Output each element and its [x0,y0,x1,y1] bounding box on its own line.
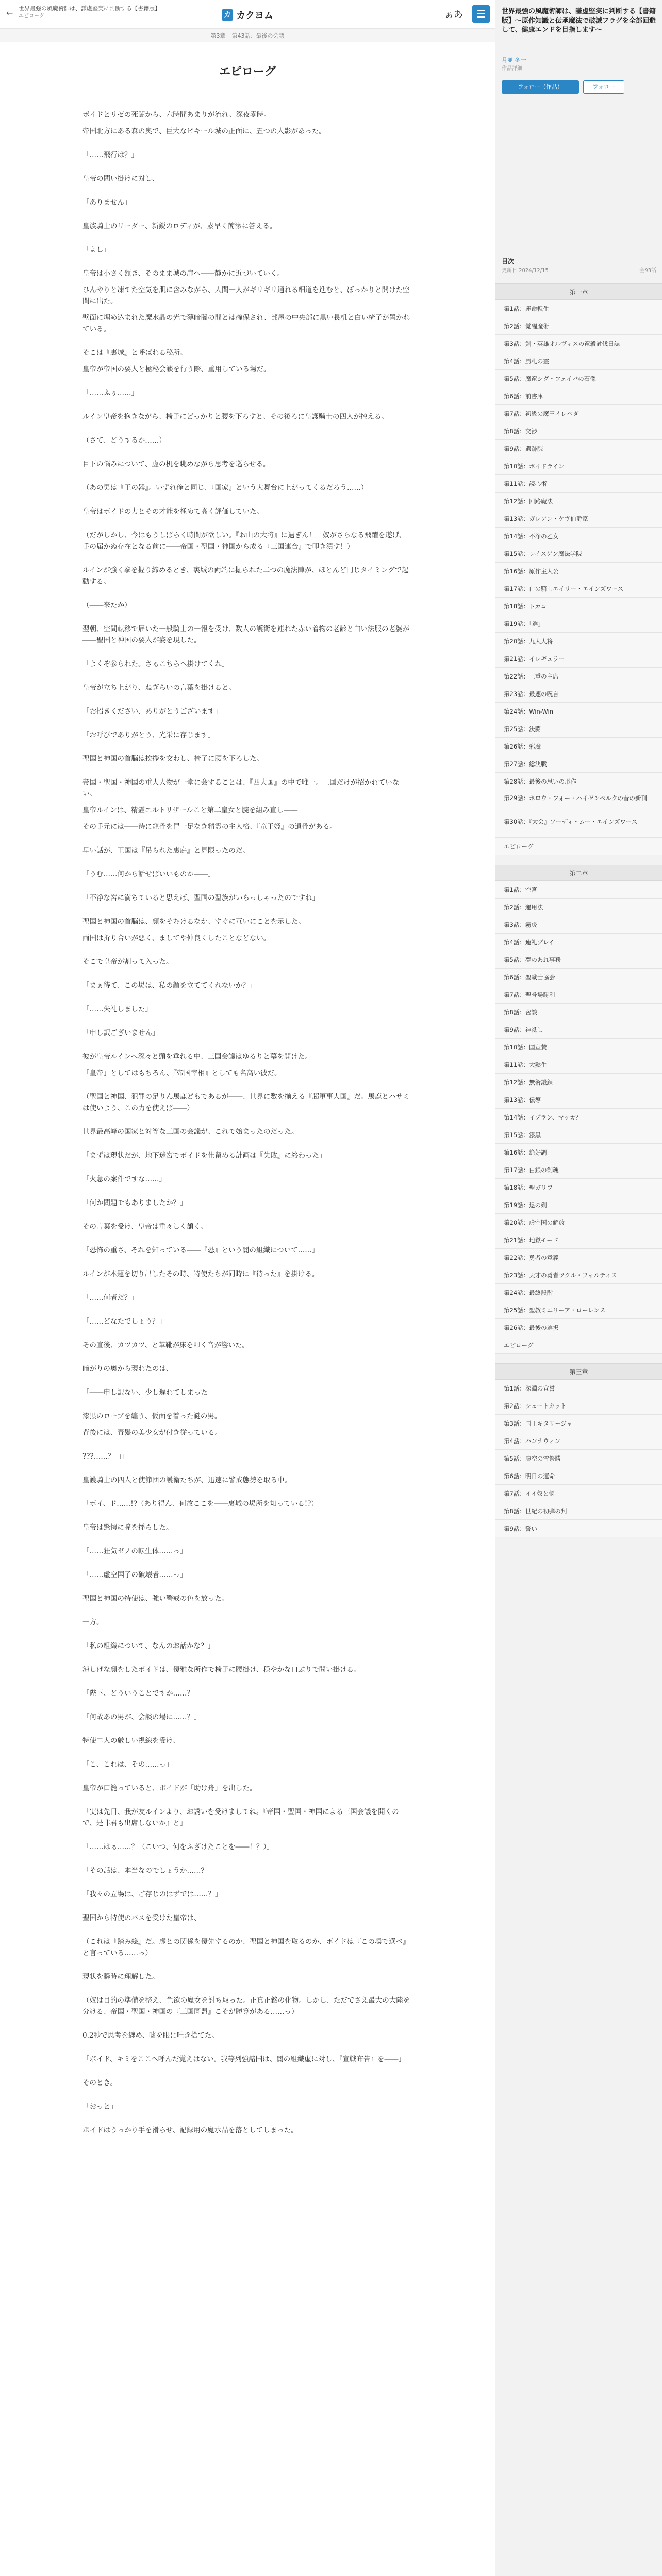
body-paragraph: 皇帝の問い掛けに対し、 [82,175,159,183]
body-paragraph: 0.2秒で思考を纏め、嘘を眼に吐き捨てた。 [82,2031,219,2040]
body-paragraph [82,1084,412,1091]
toc-heading: 目次 [502,258,515,265]
body-paragraph [82,616,412,623]
body-paragraph [82,996,412,1004]
body-paragraph [82,651,412,658]
body-paragraph: 「恐怖の重さ、それを知っている――『恐』という闇の組織について……」 [82,1246,319,1255]
toc-episode-link[interactable]: 第18話：トカコ [495,598,662,615]
body-paragraph [82,909,412,916]
body-paragraph [82,1609,412,1617]
body-paragraph: 「……ふぅ……」 [82,389,138,397]
body-paragraph: 目下の悩みについて、虚の机を眺めながら思考を巡らせる。 [82,460,270,468]
toc-count: 全93話 [639,268,656,274]
body-paragraph [82,1905,412,1912]
body-paragraph: 聖国と神国の首脳は、顔をそむけるなか、すぐに互いにことを示した。 [82,918,305,926]
body-paragraph: 一方。 [82,1618,104,1626]
body-paragraph [82,2094,412,2101]
arrow-left-icon[interactable]: ← [6,8,13,18]
body-paragraph [82,1044,412,1051]
toc-episode-link[interactable]: 第27話：総決戦 [495,755,662,773]
body-paragraph: （奴は目的の準備を整え、色欲の魔女を討ち取った。正真正銘の化物。しかし、ただでさえ最大の大陸を分ける、帝国・聖国・神国の『三国同盟』こそが勝算がある……っ） [82,1996,410,2016]
toc-gap [495,1354,662,1363]
toc-episode-link[interactable]: 第11話：読心術 [495,475,662,493]
body-paragraph [82,451,412,459]
body-paragraph: 「ありません」 [82,198,131,207]
toc-episode-link[interactable]: エピローグ [495,838,662,855]
body-paragraph [82,722,412,730]
body-paragraph: 「うむ……何から話せばいいものか――」 [82,870,215,878]
toc-episode-link[interactable]: 第26話：邪魔 [495,738,662,755]
toc-episode-link[interactable]: 第13話：伝導 [495,1091,662,1109]
toc-episode-link[interactable]: 第6話：前書庫 [495,387,662,405]
reading-area [0,42,495,2576]
toc-episode-link[interactable]: 第22話：勇者の意義 [495,1249,662,1266]
body-paragraph: ボイドとリゼの死闘から、六時間あまりが流れ、深夜零時。 [82,111,271,119]
toc-episode-link[interactable]: 第8話：交渉 [495,422,662,440]
site-logo[interactable] [222,8,273,22]
body-paragraph [82,1515,412,1522]
toc-episode-link[interactable]: 第1話：運命転生 [495,300,662,317]
body-paragraph: 「皇帝」としてはもちろん、『帝国宰相』としても名高い彼だ。 [82,1069,282,1077]
body-paragraph: 「よくぞ参られた。さぁこちらへ掛けてくれ」 [82,660,229,668]
body-paragraph [82,885,412,892]
body-paragraph [82,1538,412,1546]
body-paragraph [82,1166,412,1174]
body-paragraph [82,973,412,980]
body-paragraph: 「私の組織について、なんのお話かな？」 [82,1642,214,1650]
body-paragraph [82,1309,412,1316]
toc-episode-link[interactable]: 第3話：剣・英雄オルヴィスの竜殺討伐日誌 [495,335,662,352]
toc-episode-link[interactable]: 第23話：最速の呪言 [495,685,662,703]
body-paragraph [82,1214,412,1221]
toc-episode-link[interactable]: 第5話：魔竜シグ・フェイバの石像 [495,370,662,387]
body-paragraph: 「実は先日、我が友ルインより、お誘いを受けましてね。『帝国・聖国・神国による三国会議を開くので、是非君も出席しないか』と」 [82,1808,399,1827]
body-paragraph: 背後には、青髪の美少女が付き従っている。 [82,1429,222,1437]
body-paragraph: 「お招きください、ありがとうございます」 [82,707,222,716]
body-paragraph: 「……虚空国子の破壊者……っ」 [82,1571,187,1579]
toc-episode-link[interactable]: 第2話：運用法 [495,899,662,916]
body-paragraph [82,2070,412,2077]
toc-episode-link[interactable]: 第3話：霧炎 [495,916,662,934]
body-paragraph [82,949,412,956]
sidebar-author[interactable]: 月並 冬一 [502,57,526,63]
toc-episode-link[interactable]: 第19話：退の剣 [495,1196,662,1214]
body-paragraph [82,261,412,268]
toc-gap [495,855,662,865]
body-paragraph [82,340,412,347]
body-paragraph: 「おっと」 [82,2103,118,2111]
body-paragraph: 「こ、これは、その……っ」 [82,1760,173,1769]
toc-episode-link[interactable]: 第17話：白銀の剣魂 [495,1161,662,1179]
toc-episode-link[interactable]: 第24話：最終段階 [495,1284,662,1301]
episode-title: エピローグ [219,65,276,78]
body-paragraph [82,1467,412,1475]
episode-subheader [0,29,495,42]
body-paragraph [82,475,412,482]
subhead-episode: 第43話：最後の会議 [231,32,285,39]
body-paragraph: 現状を瞬時に理解した。 [82,1973,159,1981]
body-paragraph: 漆黒のローブを纏う、仮面を着った謎の男。 [82,1412,222,1420]
body-paragraph: （だがしかし、今はもうしばらく時間が欲しい。『お山の大将』に過ぎん！ 奴がさらなる飛躍を遂げ、手の届かぬ存在となる前に――帝国・聖国・神国から成る『三国連合』で叩き潰す！） [82,531,406,551]
toc-episode-link[interactable]: 第25話：決闘 [495,720,662,738]
toc-episode-link[interactable]: 第8話：世紀の初弾の判 [495,1502,662,1520]
toc-chapter-heading[interactable]: 第一章 [495,283,662,300]
body-paragraph [82,1834,412,1841]
body-paragraph: 壁面に埋め込まれた魔水晶の光で薄暗闇の間とは確保され、部屋の中央部に黒い長机と白い椅子が置かれている。 [82,314,410,333]
body-paragraph: 皇帝は驚愕に瞳を揺らした。 [82,1523,173,1532]
body-paragraph: 皇帝が帝国の要人と極秘会談を行う際、重用している場だ。 [82,365,271,374]
hamburger-icon [477,10,485,11]
toc-episode-link[interactable]: 第3話：国王キタリージャ [495,1415,662,1432]
table-of-contents [495,283,662,1537]
body-paragraph [82,770,412,777]
body-paragraph [82,213,412,221]
follow-author-button[interactable]: フォロー [583,80,624,94]
body-paragraph [82,1020,412,1027]
body-paragraph: 「我々の立場は、ご存じのはずでは……？」 [82,1890,222,1899]
body-paragraph [82,522,412,530]
body-paragraph: 「……失礼しました」 [82,1005,152,1013]
body-paragraph [82,838,412,845]
body-paragraph: その直後、カツカツ、と革靴が床を叩く音が響いた。 [82,1341,250,1349]
body-paragraph: （――来たか） [82,601,131,609]
font-size-button[interactable]: ぁあ [444,9,463,20]
body-paragraph [82,2117,412,2125]
toc-episode-link[interactable]: 第2話：覚醒魔術 [495,317,662,335]
body-paragraph: ひんやりと凍てた空気を肌に含みながら、人間一人がギリギリ通れる細道を進むと、ぼっかりと開けた空間に出た。 [82,286,410,306]
hamburger-icon [477,16,485,18]
body-paragraph: 皇帝はボイドの力とその才能を極めて高く評価していた。 [82,507,263,516]
toc-episode-link[interactable]: 第20話：九大大将 [495,633,662,650]
toc-episode-link[interactable]: 第4話：風札の霊 [495,352,662,370]
toc-episode-link[interactable]: 第15話：漆黒 [495,1126,662,1144]
sidebar-work-title[interactable]: 世界最強の風魔術師は、謙虚堅実に判断する【書籍版】〜原作知識と伝承魔法で破滅フラグを全部回避して、健康エンドを目指します〜 [502,8,656,34]
toc-episode-link[interactable]: 第7話：イイ奴と悩 [495,1485,662,1502]
toc-episode-link[interactable]: 第8話：密談 [495,1004,662,1021]
toc-episode-link[interactable]: 第9話：誓い [495,1520,662,1537]
subhead-chapter[interactable]: 第3章 [210,32,226,39]
follow-work-button[interactable]: フォロー（作品） [502,80,579,94]
body-paragraph: 早い話が、王国は『吊られた裏庭』と見限ったのだ。 [82,846,250,855]
toc-episode-link[interactable]: 第1話：深淵の宣誓 [495,1380,662,1397]
body-paragraph [82,1356,412,1363]
body-paragraph [82,1858,412,1865]
body-paragraph [82,1586,412,1593]
body-paragraph [82,1657,412,1664]
body-paragraph [82,1775,412,1783]
body-paragraph: 両国は折り合いが悪く、ましてや仲良くしたことなどない。 [82,934,271,942]
toc-episode-link[interactable]: エピローグ [495,1336,662,1354]
toc-episode-link[interactable]: 第11話：大黙生 [495,1056,662,1074]
body-paragraph: 「……どなたでしょう？」 [82,1317,166,1326]
body-paragraph: 特使二人の厳しい視線を受け、 [82,1737,180,1745]
body-paragraph: 「……はぁ……？（こいつ、何をふざけたことを――！？）」 [82,1843,274,1851]
body-paragraph: （さて、どうするか……） [82,436,166,445]
toc-chapter-heading[interactable]: 第三章 [495,1363,662,1380]
toc-episode-link[interactable]: 第19話：「選」 [495,615,662,633]
toc-meta [502,266,656,274]
body-paragraph [82,2023,412,2030]
body-paragraph [82,142,412,149]
body-paragraph: 「……何者だ？」 [82,1294,138,1302]
toc-episode-link[interactable]: 第14話：不浄の乙女 [495,528,662,545]
toc-episode-link[interactable]: 第18話：聖ガリフ [495,1179,662,1196]
sidebar [495,0,662,2576]
body-paragraph: 聖国と神国の特使は、強い警戒の色を放った。 [82,1595,229,1603]
body-paragraph: そのとき。 [82,2079,117,2087]
body-paragraph [82,1119,412,1126]
body-paragraph: 「まぁ待て、この場は、私の顔を立ててくれないか？」 [82,981,257,990]
body-paragraph [82,699,412,706]
toc-episode-link[interactable]: 第5話：虚空の雪祭勝 [495,1450,662,1467]
body-paragraph [82,1799,412,1806]
body-paragraph [82,404,412,411]
body-paragraph: （聖国と神国、犯罪の足りん馬鹿どもであるが――、世界に数を揃える『超軍事大国』だ。馬鹿とハサミは使いよう、この力を使えば――） [82,1093,410,1112]
toc-episode-link[interactable]: 第12話：無術鍛錬 [495,1074,662,1091]
toc-episode-link[interactable]: 第12話：回路魔法 [495,493,662,510]
toc-episode-link[interactable]: 第16話：絶好調 [495,1144,662,1161]
menu-button[interactable] [472,5,490,23]
body-paragraph [82,1988,412,1995]
body-paragraph: 「――申し訳ない、少し遅れてしまった」 [82,1388,215,1397]
toc-episode-link[interactable]: 第22話：三重の主席 [495,668,662,685]
body-paragraph: 「その話は、本当なのでしょうか……？」 [82,1867,215,1875]
body-paragraph [82,1752,412,1759]
body-paragraph: 皇帝は小さく頷き、そのまま城の扉へ――静かに近づいていく。 [82,269,284,278]
toc-episode-link[interactable]: 第30話：『大会』ソーディ・ムー・エインズワース [495,814,662,838]
toc-episode-link[interactable]: 第4話：連礼プレイ [495,934,662,951]
breadcrumb[interactable] [19,5,214,20]
body-paragraph [82,592,412,600]
body-paragraph [82,861,412,869]
hamburger-icon [477,13,485,14]
toc-episode-link[interactable]: 第9話：神祗し [495,1021,662,1039]
body-paragraph: 「陛下、どういうことですか……？」 [82,1689,201,1698]
body-paragraph: 世界最高峰の国家と対等な三国の会議が、これで始まったのだった。 [82,1128,299,1136]
body-paragraph [82,499,412,506]
body-paragraph [82,1681,412,1688]
body-paragraph: ルインが強く拳を握り締めるとき、裏城の両端に掘られた二つの魔法陣が、ほとんど同じタイミングで起動する。 [82,566,409,586]
body-paragraph: ルインが本題を切り出したその時、特使たちが同時に『待った』を掛ける。 [82,1270,319,1278]
body-paragraph: 「不浄な宮に満ちていると思えば、聖国の聖族がいらっしゃったのですね」 [82,894,319,902]
breadcrumb-work-title[interactable]: 世界最強の風魔術師は、謙虚堅実に判断する【書籍版】 [19,5,160,12]
body-paragraph: その手元には――待に龍骨を冒一足なき精霊の主人格、『竜王姫』の遺骨がある。 [82,823,337,831]
logo-icon: カ [222,9,233,21]
body-paragraph [82,1380,412,1387]
sidebar-author-sub[interactable]: 作品詳細 [502,66,522,72]
body-paragraph [82,1633,412,1640]
body-paragraph: 「火急の案件ですな……」 [82,1175,166,1183]
toc-episode-link[interactable]: 第23話：天才の勇者ツクル・フォルティス [495,1266,662,1284]
body-paragraph [82,1444,412,1451]
body-paragraph: ボイドはうっかり手を滑らせ、記録用の魔水晶を落としてしまった。 [82,2126,298,2134]
body-paragraph [82,166,412,173]
body-paragraph: 「まずは現状だが、地下迷宮でボイドを仕留める計画は『失敗』に終わった」 [82,1151,326,1160]
toc-episode-link[interactable]: 第6話：聖戦士協会 [495,969,662,986]
body-paragraph: そこは『裏城』と呼ばれる秘所。 [82,349,187,357]
toc-episode-link[interactable]: 第2話：シェートカット [495,1397,662,1415]
toc-episode-link[interactable]: 第21話：地獄モード [495,1231,662,1249]
toc-episode-link[interactable]: 第26話：最後の選択 [495,1319,662,1336]
toc-episode-link[interactable]: 第20話：虚空国の解放 [495,1214,662,1231]
body-paragraph [82,1929,412,1936]
body-paragraph [82,380,412,387]
body-paragraph: 聖国と神国の首脳は挨拶を交わし、椅子に腰を下ろした。 [82,755,263,763]
toc-episode-link[interactable]: 第9話：遺跡院 [495,440,662,457]
body-paragraph [82,1882,412,1889]
toc-episode-link[interactable]: 第7話：初級の魔王イレベダ [495,405,662,422]
body-paragraph: （これは『踏み絵』だ。虚との関係を優先するのか、聖国と神国を取るのか、ボイドは『この場で選べ』と言っている……っ） [82,1938,410,1957]
body-paragraph [82,237,412,244]
body-paragraph: 皇帝が口籠っていると、ボイドが「助け舟」を出した。 [82,1784,257,1792]
body-paragraph [82,1261,412,1268]
body-paragraph [82,1285,412,1292]
toc-episode-link[interactable]: 第17話：白の騎士エイリー・エインズワース [495,580,662,598]
toc-episode-link[interactable]: 第15話：レイスゲン魔法学院 [495,545,662,563]
body-paragraph [82,1704,412,1711]
toc-episode-link[interactable]: 第21話：イレギュラー [495,650,662,668]
body-paragraph: 皇族騎士のリーダー、新鋭のロディが、素早く簡潔に答える。 [82,222,277,230]
body-paragraph: 翌朝、空間転移で届いた一般騎士の一報を受け、数人の護衛を連れた赤い着物の老齢と白い法服の老婆が――聖国と神国の要人が姿を現した。 [82,625,409,645]
body-paragraph: そこで皇帝が割って入った。 [82,958,173,966]
toc-episode-link[interactable]: 第29話：ホロウ・フォー・ハイゼンベルクの昔の新刊 [495,790,662,814]
toc-episode-link[interactable]: 第7話：聖誉場勝利 [495,986,662,1004]
body-paragraph: 「何か問題でもありましたか？」 [82,1199,187,1207]
body-paragraph: 「よし」 [82,246,110,254]
body-paragraph: ルイン皇帝を抱きながら、椅子にどっかりと腰を下ろすと、その後ろに皇護騎士の四人が控える。 [82,413,389,421]
body-paragraph [82,1403,412,1411]
toc-episode-link[interactable]: 第5話：夢のあれ事務 [495,951,662,969]
breadcrumb-episode: エピローグ [19,13,44,19]
body-paragraph [82,1190,412,1197]
body-paragraph [82,1964,412,1971]
toc-episode-link[interactable]: 第14話：イプラン、マッカ？ [495,1109,662,1126]
body-paragraph: 「ボイド、キミをここへ呼んだ覚えはない。我等列強諸国は、闇の組織虚に対し、『宣戦布告』を――」 [82,2055,405,2063]
body-paragraph: 帝国北方にある森の奥で、巨大なビキール城の正面に、五つの人影があった。 [82,127,326,135]
body-paragraph [82,746,412,753]
body-paragraph: 「……狂気ゼノの転生体……っ」 [82,1547,187,1555]
logo-text: カクヨム [236,10,273,21]
body-paragraph: 皇帝が立ち上がり、ねぎらいの言葉を掛けると。 [82,684,236,692]
toc-updated: 更新日 2024/12/15 [502,268,549,274]
toc-episode-link[interactable]: 第4話：ハンナウィン [495,1432,662,1450]
body-paragraph: 暗がりの奥から現れたのは、 [82,1365,173,1373]
body-paragraph [82,1238,412,1245]
body-paragraph: 「……飛行は？」 [82,151,138,159]
body-paragraph: ???……？」」」 [82,1452,129,1461]
body-paragraph: 聖国から特使のバスを受けた皇帝は、 [82,1914,201,1922]
toc-episode-link[interactable]: 第16話：原作主人公 [495,563,662,580]
body-paragraph [82,2046,412,2054]
body-paragraph: 皇帝ルインは、精霊エルトリザールこと第二皇女と腕を組み直し―― [82,806,298,815]
toc-episode-link[interactable]: 第28話：最後の思いの形作 [495,773,662,790]
body-paragraph: 「ボイ、ド……!?（あり得ん、何故ここを――裏城の場所を知っている!?）」 [82,1500,322,1508]
body-paragraph [82,675,412,682]
toc-episode-link[interactable]: 第24話：Win-Win [495,703,662,720]
body-paragraph: 皇護騎士の四人と使節団の護衛たちが、迅速に警戒態勢を取る中。 [82,1476,291,1484]
body-paragraph [82,428,412,435]
body-paragraph [82,557,412,565]
toc-chapter-heading[interactable]: 第二章 [495,865,662,881]
body-paragraph [82,1332,412,1340]
body-paragraph: 彼が皇帝ルインへ深々と頭を垂れる中、三国会議はゆるりと幕を開けた。 [82,1053,312,1061]
body-paragraph: 涼しげな顔をしたボイドは、優雅な所作で椅子に腰掛け、穏やかな口ぶりで問い掛ける。 [82,1666,361,1674]
body-paragraph [82,1143,412,1150]
body-paragraph: その言葉を受け、皇帝は重々しく頷く。 [82,1223,208,1231]
toc-episode-link[interactable]: 第1話：空宮 [495,881,662,899]
toc-episode-link[interactable]: 第10話：ボイドライン [495,457,662,475]
body-paragraph: 「お呼びでありがとう、光栄に存じます」 [82,731,215,739]
body-paragraph [82,190,412,197]
body-paragraph [82,1491,412,1498]
body-paragraph: 「申し訳ございません」 [82,1029,159,1037]
toc-episode-link[interactable]: 第25話：聖教ミエリーア・ローレンス [495,1301,662,1319]
episode-body [82,109,412,2141]
body-paragraph [82,1728,412,1735]
body-paragraph [82,1562,412,1569]
body-paragraph: （あの男は『王の器』。いずれ俺と同じ、『国家』という大舞台に上がってくるだろう……） [82,484,368,492]
toc-episode-link[interactable]: 第10話：国宣賛 [495,1039,662,1056]
toc-episode-link[interactable]: 第6話：明日の運命 [495,1467,662,1485]
body-paragraph: 「何故あの男が、会談の場に……？」 [82,1713,201,1721]
body-paragraph: 帝国・聖国・神国の重大人物が一堂に会することは、『四大国』の中で唯一。王国だけが招かれていない。 [82,778,400,798]
toc-episode-link[interactable]: 第13話：ガレアン・ケヴ伯爵家 [495,510,662,528]
